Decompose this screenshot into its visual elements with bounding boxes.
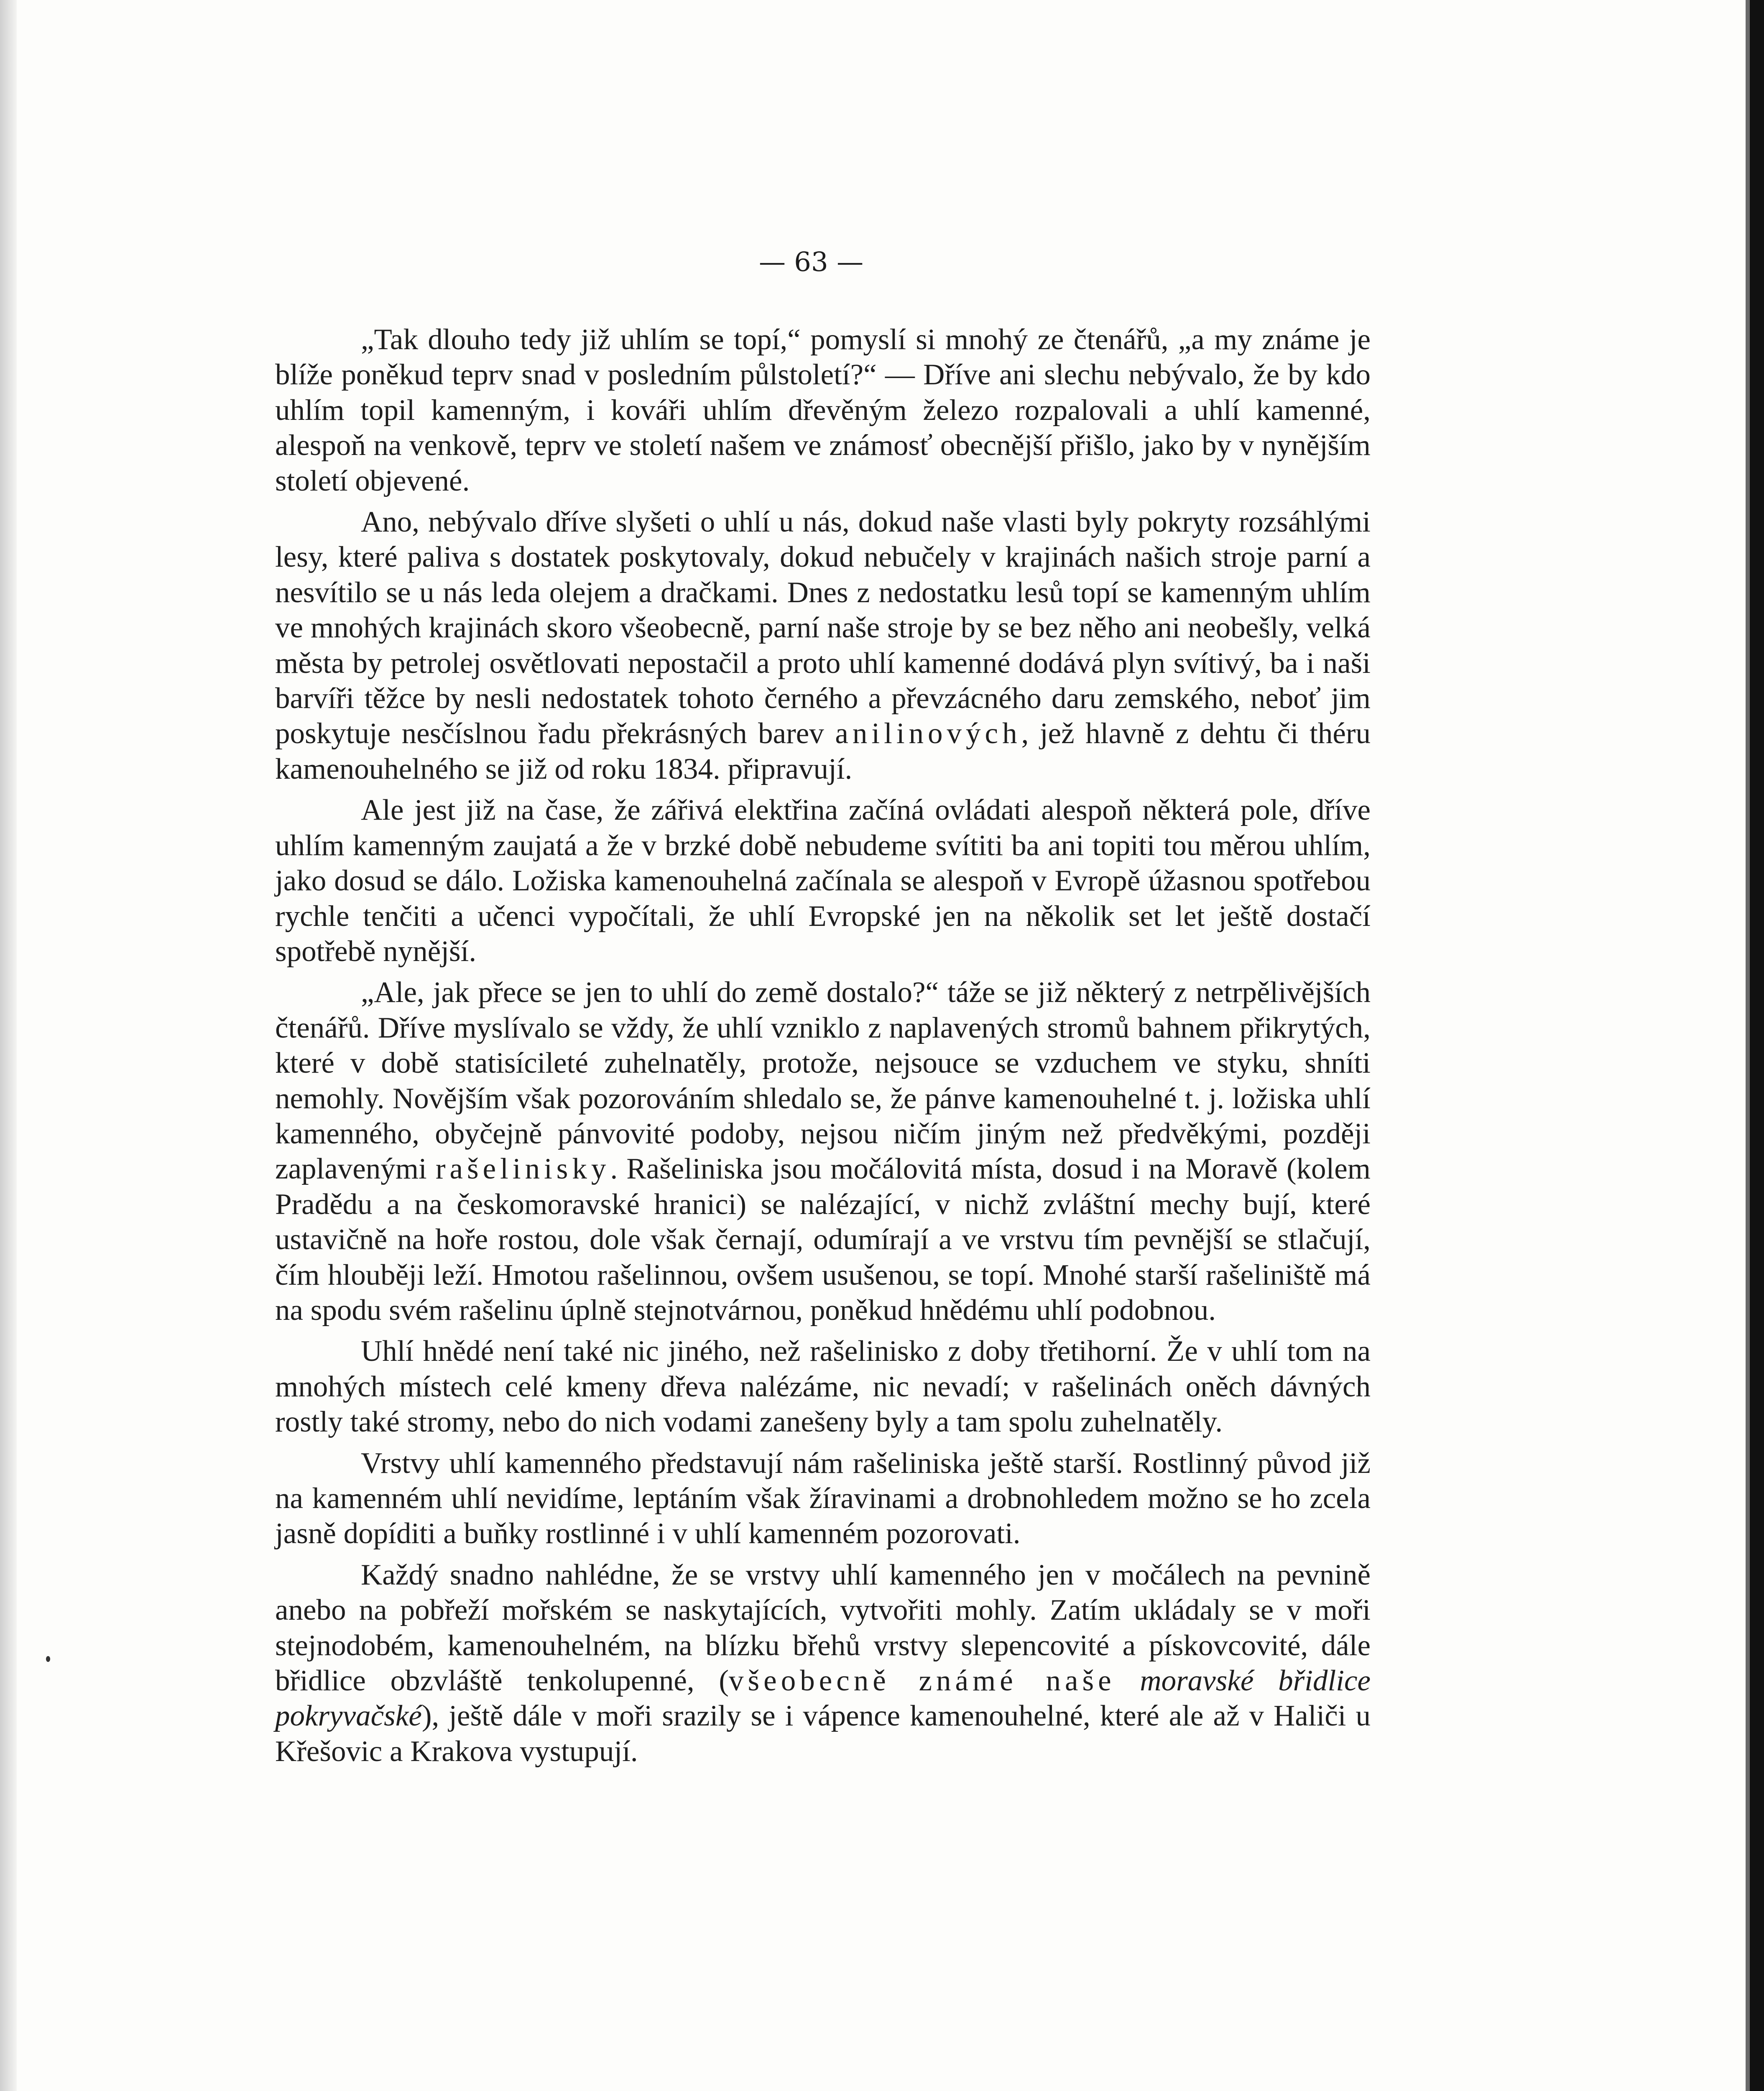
page-number: — 63 —: [758, 247, 864, 278]
italic-emphasis: moravské břidlice pokryvačské: [275, 1664, 1371, 1733]
paragraph-text: Každý snadno nahlédne, že se vrstvy uhlí kamenného jen v močálech na pevnině anebo na pobřeží mořském se naskytajících, vytvořiti mohly. Zatím ukládaly se v moři stejnodobém, kamenouhelném, na blízku břehů vrstvy slepencovité a pískovcovité, dále břidlice obzvláště tenkolupenné, (: [275, 1558, 1371, 1697]
scan-speck: [46, 1656, 50, 1662]
paragraph-text-continued: , jež hlavně z dehtu či théru kamenouhelného se již od roku 1834. připravují.: [275, 717, 1371, 785]
paragraph-text-continued: ), ještě dále v moři srazily se i vápence kamenouhelné, které ale až v Haliči u Křešovic a Krakova vystupují.: [275, 1700, 1371, 1768]
spaced-emphasis: rašelinisky: [435, 1153, 610, 1186]
paragraph-7: [275, 1557, 1371, 1769]
paragraph-text: Vrstvy uhlí kamenného představují nám rašeliniska ještě starší. Rostlinný původ již na kamenném uhlí nevidíme, leptáním však žíravinami a drobnohledem možno se ho zcela jasně dopíditi a buňky rostlinné i v uhlí kamenném pozorovati.: [275, 1447, 1371, 1550]
spaced-emphasis: všeobecně známé naše: [729, 1664, 1116, 1697]
paragraph-5: [275, 1334, 1371, 1439]
paragraph-4: [275, 975, 1371, 1328]
page-right-edge-binding: [1750, 0, 1764, 2091]
paragraph-text-continued: . Rašeliniska jsou močálovitá místa, dosud i na Moravě (kolem Pradědu a na českomoravské hranici) se nalézající, v nichž zvláštní mechy bují, které ustavičně na hoře rostou, dole však černají, odumírají a ve vrstvu tím pevnější se stlačují, čím hlouběji leží. Hmotou rašelinnou, ovšem usušenou, se topí. Mnohé starší rašeliniště má na spodu svém rašelinu úplně stejnotvárnou, poněkud hnědému uhlí podobnou.: [275, 1153, 1371, 1327]
page-left-edge-shadow: [0, 0, 17, 2091]
paragraph-text: „Ale, jak přece se jen to uhlí do země dostalo?“ táže se již některý z netrpělivějších čtenářů. Dříve myslívalo se vždy, že uhlí vzniklo z naplavených stromů bahnem přikrytých, které v době statisícileté zuhelnatěly, protože, nejsouce se vzduchem ve styku, shníti nemohly. Novějším však pozorováním shledalo se, že pánve kamenouhelné t. j. ložiska uhlí kamenného, obyčejně pánvovité podoby, nejsou ničím jiným než předvěkými, později zaplavenými: [275, 976, 1371, 1186]
paragraph-1: [275, 322, 1371, 498]
paragraph-text: „Tak dlouho tedy již uhlím se topí,“ pomyslí si mnohý ze čtenářů, „a my známe je blíže poněkud teprv snad v posledním půlstoletí?“ — Dříve ani slechu nebývalo, že by kdo uhlím topil kamenným, i kováři uhlím dřevěným železo rozpalovali a uhlí kamenné, alespoň na venkově, teprv ve století našem ve známosť obecnější přišlo, jako by v nynějším století objevené.: [275, 323, 1371, 497]
paragraph-3: [275, 792, 1371, 969]
spaced-emphasis: anilinových: [835, 717, 1021, 750]
paragraph-text: Uhlí hnědé není také nic jiného, než rašelinisko z doby třetihorní. Že v uhlí tom na mnohých místech celé kmeny dřeva nalézáme, nic nevadí; v rašelinách oněch dávných rostly také stromy, nebo do nich vodami zanešeny byly a tam spolu zuhelnatěly.: [275, 1335, 1371, 1439]
paragraph-text: Ano, nebývalo dříve slyšeti o uhlí u nás, dokud naše vlasti byly pokryty rozsáhlými lesy, které paliva s dostatek poskytovaly, dokud nebučely v krajinách našich stroje parní a nesvítilo se u nás leda olejem a dračkami. Dnes z nedostatku lesů topí se kamenným uhlím ve mnohých krajinách skoro všeobecně, parní naše stroje by se bez něho ani neobešly, velká města by petrolej osvětlovati nepostačil a proto uhlí kamenné dodává plyn svítivý, ba i naši barvíři těžce by nesli nedostatek tohoto černého a převzácného daru zemského, neboť jim poskytuje nesčíslnou řadu překrásných barev: [275, 506, 1371, 750]
body-text: [275, 322, 1371, 1775]
paragraph-2: [275, 504, 1371, 787]
paragraph-6: [275, 1446, 1371, 1552]
paragraph-text: Ale jest již na čase, že zářivá elektřina začíná ovládati alespoň některá pole, dříve uhlím kamenným zaujatá a že v brzké době nebudeme svítiti ba ani topiti tou měrou uhlím, jako dosud se dálo. Ložiska kamenouhelná začínala se alespoň v Evropě úžasnou spotřebou rychle tenčiti a učenci vypočítali, že uhlí Evropské jen na několik set let ještě dostačí spotřebě nynější.: [275, 794, 1371, 968]
page-right-edge-shadow: [1746, 0, 1750, 2091]
